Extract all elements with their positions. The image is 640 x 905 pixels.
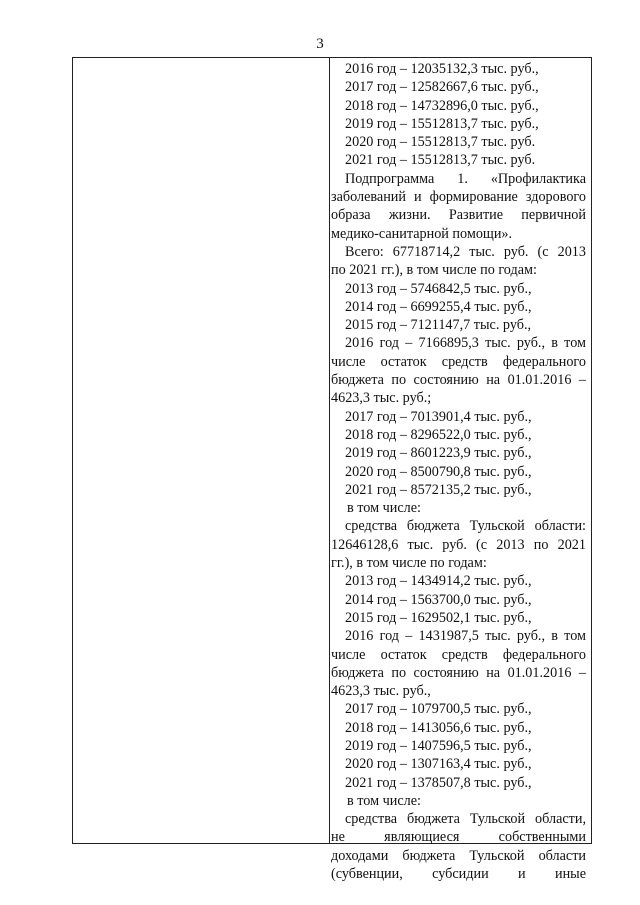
text-line: образа жизни. Развитие первичной — [331, 207, 586, 224]
column-divider — [329, 58, 330, 843]
text-line: средства бюджета Тульской области, — [345, 811, 586, 828]
text-line: 2013 год – 5746842,5 тыс. руб., — [345, 280, 532, 297]
text-line: не являющиеся собственными — [331, 829, 586, 846]
text-line: 2018 год – 8296522,0 тыс. руб., — [345, 426, 532, 443]
left-table-cell — [73, 58, 329, 843]
text-line: медико-санитарной помощи». — [331, 225, 513, 242]
text-line: 2020 год – 15512813,7 тыс. руб. — [345, 134, 536, 151]
text-line: 2020 год – 1307163,4 тыс. руб., — [345, 756, 532, 773]
text-line: в том числе: — [347, 792, 421, 809]
text-line: средства бюджета Тульской области: — [345, 518, 586, 535]
text-line: 2015 год – 7121147,7 тыс. руб., — [345, 317, 532, 334]
text-line: 2018 год – 14732896,0 тыс. руб., — [345, 97, 539, 114]
text-line: 12646128,6 тыс. руб. (с 2013 по 2021 — [331, 536, 586, 553]
text-line: 2017 год – 1079700,5 тыс. руб., — [345, 701, 532, 718]
text-line: бюджета по состоянию на 01.01.2016 – — [331, 664, 586, 681]
text-line: 2020 год – 8500790,8 тыс. руб., — [345, 463, 532, 480]
text-line: 2018 год – 1413056,6 тыс. руб., — [345, 719, 532, 736]
text-line: Всего: 67718714,2 тыс. руб. (с 2013 — [345, 243, 586, 260]
text-line: 2019 год – 15512813,7 тыс. руб., — [345, 115, 539, 132]
text-line: 4623,3 тыс. руб.; — [331, 390, 432, 407]
text-line: в том числе: — [347, 500, 421, 517]
text-line: бюджета по состоянию на 01.01.2016 – — [331, 372, 586, 389]
text-line: числе остаток средств федерального — [331, 646, 586, 663]
text-line: 2017 год – 12582667,6 тыс. руб., — [345, 79, 539, 96]
text-line: 2014 год – 6699255,4 тыс. руб., — [345, 298, 532, 315]
document-table — [72, 57, 592, 883]
text-line: 2016 год – 7166895,3 тыс. руб., в том — [345, 335, 586, 352]
text-line: 2019 год – 1407596,5 тыс. руб., — [345, 737, 532, 754]
text-line: 2016 год – 12035132,3 тыс. руб., — [345, 61, 539, 77]
text-line: 2021 год – 15512813,7 тыс. руб. — [345, 152, 536, 169]
text-line: 4623,3 тыс. руб., — [331, 683, 431, 700]
text-line: гг.), в том числе по годам: — [331, 555, 487, 572]
text-line: 2021 год – 8572135,2 тыс. руб., — [345, 481, 532, 498]
text-line: 2017 год – 7013901,4 тыс. руб., — [345, 408, 532, 425]
text-line: (субвенции, субсидии и иные — [331, 866, 586, 883]
text-line: 2015 год – 1629502,1 тыс. руб., — [345, 609, 532, 626]
text-line: 2021 год – 1378507,8 тыс. руб., — [345, 774, 532, 791]
text-line: по 2021 гг.), в том числе по годам: — [331, 262, 537, 279]
right-table-cell — [331, 60, 586, 883]
text-line: 2019 год – 8601223,9 тыс. руб., — [345, 445, 532, 462]
text-line: 2013 год – 1434914,2 тыс. руб., — [345, 573, 532, 590]
text-line: доходами бюджета Тульской области — [331, 847, 586, 864]
text-line: числе остаток средств федерального — [331, 353, 586, 370]
text-line: Подпрограмма 1. «Профилактика — [345, 170, 586, 187]
text-line: 2016 год – 1431987,5 тыс. руб., в том — [345, 628, 586, 645]
text-line: заболеваний и формирование здорового — [331, 189, 586, 206]
page-number: 3 — [316, 36, 324, 52]
text-line: 2014 год – 1563700,0 тыс. руб., — [345, 591, 532, 608]
